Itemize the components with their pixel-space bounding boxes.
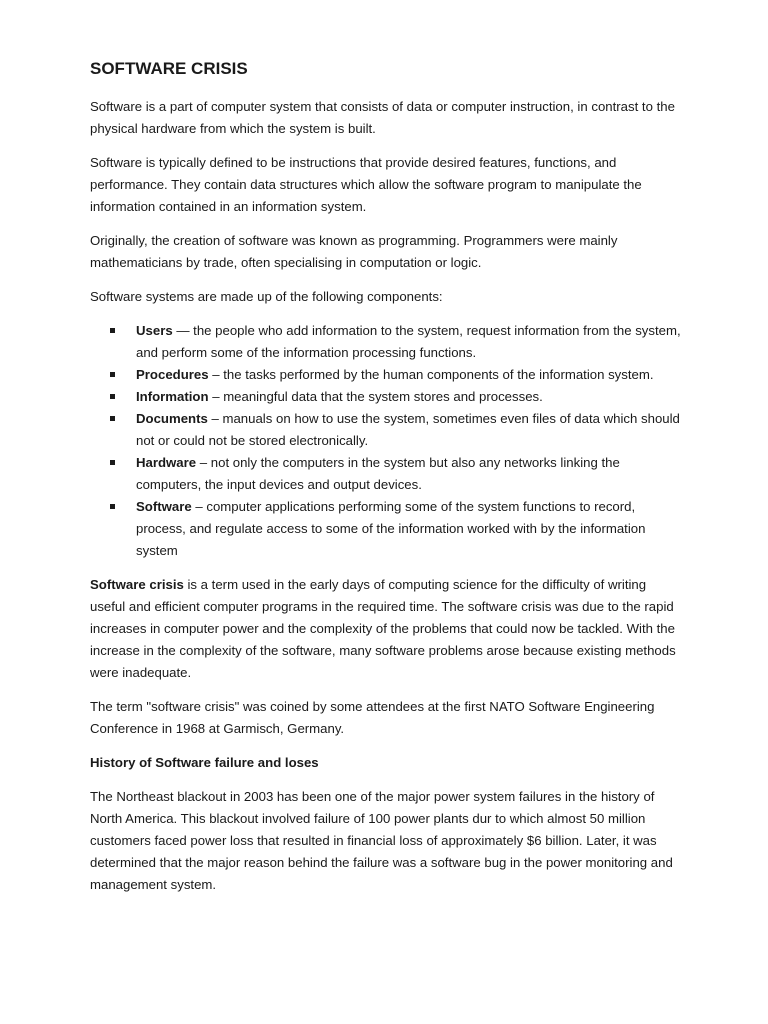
list-item-text: – computer applications performing some of the system functions to record, process, and regulate access to some of the information worked with by the information system [136, 499, 646, 558]
list-item-text: – manuals on how to use the system, sometimes even files of data which should not or could not be stored electronically. [136, 411, 680, 448]
list-item-hardware [90, 452, 682, 496]
nato-paragraph: The term "software crisis" was coined by some attendees at the first NATO Software Engineering Conference in 1968 at Garmisch, Germany. [90, 699, 655, 736]
document-page [90, 56, 682, 908]
list-item-information [90, 386, 682, 408]
list-item-term: Software [136, 499, 192, 514]
list-item-documents [90, 408, 682, 452]
list-item-users [90, 320, 682, 364]
list-item-text: – meaningful data that the system stores and processes. [208, 389, 543, 404]
list-item-term: Hardware [136, 455, 197, 470]
list-item-text: — the people who add information to the system, request information from the system, and perform some of the information processing functions. [136, 323, 681, 360]
list-item-text: – the tasks performed by the human components of the information system. [208, 367, 654, 382]
components-list [90, 320, 682, 562]
history-paragraph: The Northeast blackout in 2003 has been one of the major power system failures in the history of North America. This blackout involved failure of 100 power plants dur to which almost 50 million customers faced power loss that resulted in financial loss of approximately $6 billion. Later, it was determined that the major reason behind the failure was a software bug in the power monitoring and management system. [90, 789, 673, 892]
intro-paragraph-2: Software is typically defined to be instructions that provide desired features, functions, and performance. They contain data structures which allow the software program to manipulate the information contained in an information system. [90, 155, 642, 214]
list-item-term: Information [136, 389, 209, 404]
list-item-text: – not only the computers in the system but also any networks linking the computers, the input devices and output devices. [136, 455, 620, 492]
intro-paragraph-3: Originally, the creation of software was known as programming. Programmers were mainly mathematicians by trade, often specialising in computation or logic. [90, 233, 618, 270]
crisis-text: is a term used in the early days of computing science for the difficulty of writing useful and efficient computer programs in the required time. The software crisis was due to the rapid increases in computer power and the complexity of the problems that could now be tackled. With the increase in the complexity of the software, many software problems arose because existing methods were inadequate. [90, 577, 676, 680]
list-item-term: Users [136, 323, 173, 338]
crisis-paragraph [90, 574, 682, 684]
components-intro: Software systems are made up of the following components: [90, 289, 443, 304]
history-heading: History of Software failure and loses [90, 755, 319, 770]
list-item-procedures [90, 364, 682, 386]
document-title: SOFTWARE CRISIS [90, 59, 248, 78]
list-item-software [90, 496, 682, 562]
crisis-term: Software crisis [90, 577, 184, 592]
intro-paragraph-1: Software is a part of computer system that consists of data or computer instruction, in contrast to the physical hardware from which the system is built. [90, 99, 675, 136]
list-item-term: Documents [136, 411, 208, 426]
list-item-term: Procedures [136, 367, 209, 382]
